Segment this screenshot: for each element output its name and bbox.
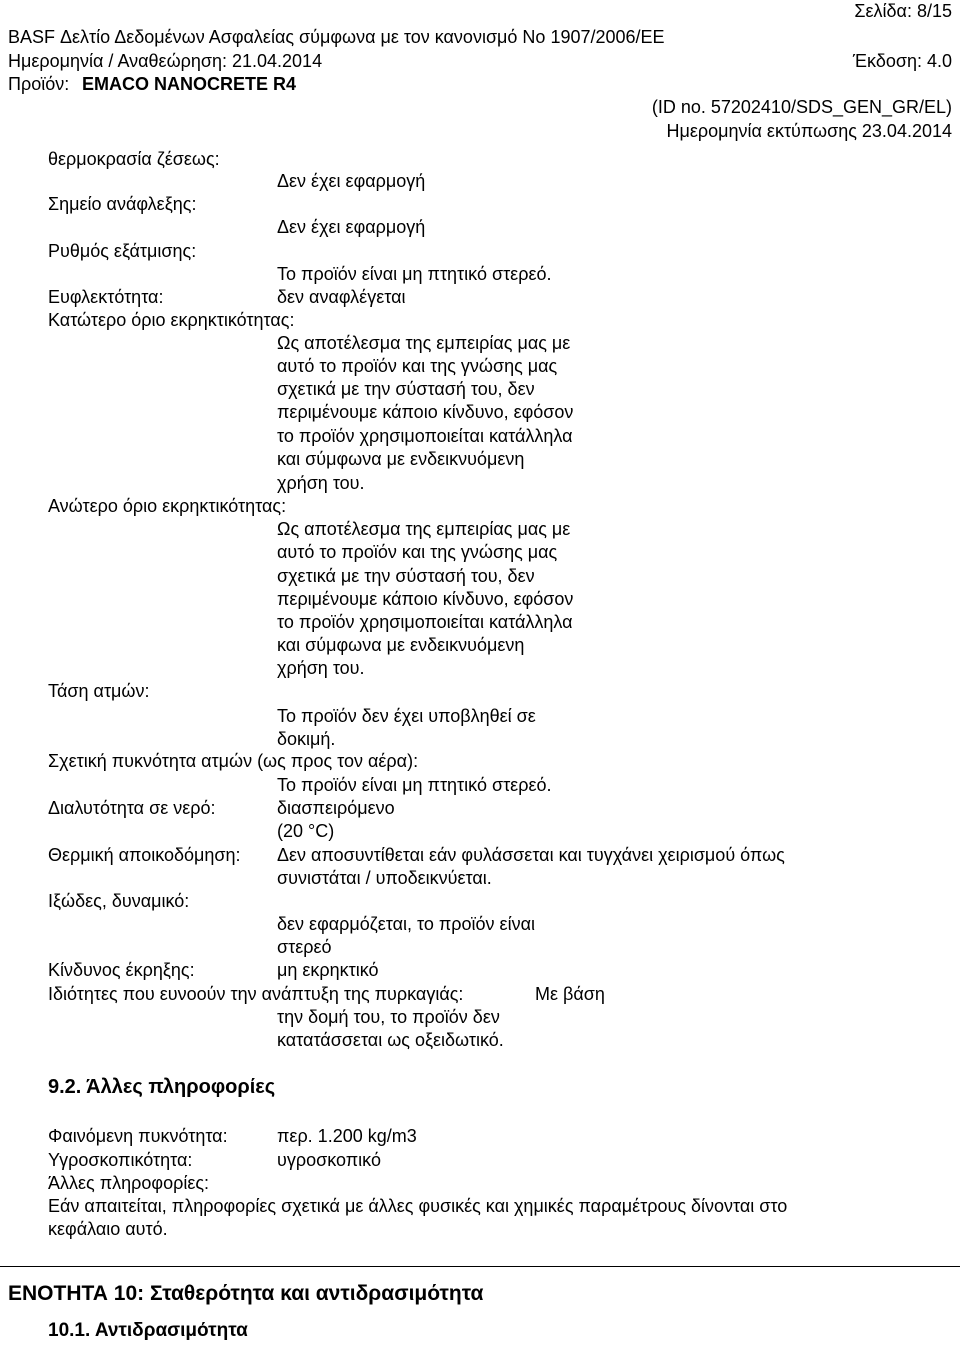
- property-value: Δεν έχει εφαρμογή: [277, 217, 426, 237]
- property-label: Τάση ατμών:: [48, 681, 150, 701]
- property-value: Ως αποτέλεσμα της εμπειρίας μας με: [277, 333, 571, 353]
- property-label: Ανώτερο όριο εκρηκτικότητας:: [48, 496, 287, 516]
- revision-date: Ημερομηνία / Αναθεώρηση: 21.04.2014: [8, 51, 323, 71]
- property-value: περιμένουμε κάποιο κίνδυνο, εφόσον: [277, 402, 574, 422]
- section-10-title: ΕΝΟΤΗΤΑ 10: Σταθερότητα και αντιδρασιμότητα: [8, 1282, 484, 1305]
- property-value: και σύμφωνα με ενδεικνυόμενη: [277, 449, 525, 469]
- property-value: Το προϊόν είναι μη πτητικό στερεό.: [277, 775, 552, 795]
- property-label: Θερμική αποικοδόμηση:: [48, 845, 241, 865]
- property-value: (20 °C): [277, 821, 335, 841]
- other-info-text: κεφάλαιο αυτό.: [48, 1219, 168, 1239]
- version: Έκδοση: 4.0: [852, 51, 952, 71]
- property-value: διασπειρόμενο: [277, 798, 395, 818]
- property-label: Σχετική πυκνότητα ατμών (ως προς τον αέρα):: [48, 751, 419, 771]
- property-value: Δεν αποσυντίθεται εάν φυλάσσεται και τυγχάνει χειρισμού όπως: [277, 845, 785, 865]
- property-value: την δομή του, το προϊόν δεν: [277, 1007, 500, 1027]
- property-label: Ιδιότητες που ευνοούν την ανάπτυξη της πυρκαγιάς:: [48, 984, 464, 1004]
- property-value: το προϊόν χρησιμοποιείται κατάλληλα: [277, 612, 573, 632]
- property-value: Με βάση: [535, 984, 605, 1004]
- section-10-1-heading: 10.1. Αντιδρασιμότητα: [48, 1320, 248, 1341]
- property-value: Ως αποτέλεσμα της εμπειρίας μας με: [277, 519, 571, 539]
- property-label: Ευφλεκτότητα:: [48, 287, 164, 307]
- product-label: Προϊόν:: [8, 74, 70, 94]
- property-value: Το προϊόν είναι μη πτητικό στερεό.: [277, 264, 552, 284]
- property-value: αυτό το προϊόν και της γνώσης μας: [277, 356, 558, 376]
- id-number: (ID no. 57202410/SDS_GEN_GR/EL): [651, 97, 952, 117]
- density-value: περ. 1.200 kg/m3: [277, 1126, 417, 1146]
- property-label: Κίνδυνος έκρηξης:: [48, 960, 195, 980]
- page-number: Σελίδα: 8/15: [854, 1, 952, 21]
- document-title: BASF Δελτίο Δεδομένων Ασφαλείας σύμφωνα με τον κανονισμό Νο 1907/2006/ΕΕ: [8, 27, 665, 47]
- property-value: χρήση του.: [277, 658, 365, 678]
- print-date: Ημερομηνία εκτύπωσης 23.04.2014: [666, 121, 952, 141]
- hygroscopicity-label: Υγροσκοπικότητα:: [48, 1150, 193, 1170]
- property-value: μη εκρηκτικό: [277, 960, 379, 980]
- property-label: Σημείο ανάφλεξης:: [48, 194, 197, 214]
- section-divider: [0, 1266, 960, 1267]
- property-value: συνιστάται / υποδεικνύεται.: [277, 868, 492, 888]
- property-value: περιμένουμε κάποιο κίνδυνο, εφόσον: [277, 589, 574, 609]
- property-value: κατατάσσεται ως οξειδωτικό.: [277, 1030, 504, 1050]
- property-value: Δεν έχει εφαρμογή: [277, 171, 426, 191]
- property-label: Ρυθμός εξάτμισης:: [48, 241, 197, 261]
- product-name: EMACO NANOCRETE R4: [82, 74, 297, 94]
- property-value: Το προϊόν δεν έχει υποβληθεί σε: [277, 706, 536, 726]
- property-value: δοκιμή.: [277, 729, 336, 749]
- property-value: το προϊόν χρησιμοποιείται κατάλληλα: [277, 426, 573, 446]
- section-heading: 9.2. Άλλες πληροφορίες: [48, 1076, 276, 1098]
- property-label: θερμοκρασία ζέσεως:: [48, 149, 220, 169]
- property-label: Ιξώδες, δυναμικό:: [48, 891, 190, 911]
- other-info-text: Εάν απαιτείται, πληροφορίες σχετικά με άλλες φυσικές και χημικές παραμέτρους δίνονται στο: [48, 1196, 788, 1216]
- property-value: σχετικά με την σύστασή του, δεν: [277, 566, 535, 586]
- property-value: και σύμφωνα με ενδεικνυόμενη: [277, 635, 525, 655]
- property-label: Κατώτερο όριο εκρηκτικότητας:: [48, 310, 295, 330]
- property-value: χρήση του.: [277, 473, 365, 493]
- property-value: δεν εφαρμόζεται, το προϊόν είναι: [277, 914, 535, 934]
- property-label: Διαλυτότητα σε νερό:: [48, 798, 216, 818]
- density-label: Φαινόμενη πυκνότητα:: [48, 1126, 228, 1146]
- property-value: δεν αναφλέγεται: [277, 287, 406, 307]
- other-info-label: Άλλες πληροφορίες:: [48, 1173, 210, 1193]
- property-value: σχετικά με την σύστασή του, δεν: [277, 379, 535, 399]
- property-value: στερεό: [277, 937, 332, 957]
- hygroscopicity-value: υγροσκοπικό: [277, 1150, 381, 1170]
- property-value: αυτό το προϊόν και της γνώσης μας: [277, 542, 558, 562]
